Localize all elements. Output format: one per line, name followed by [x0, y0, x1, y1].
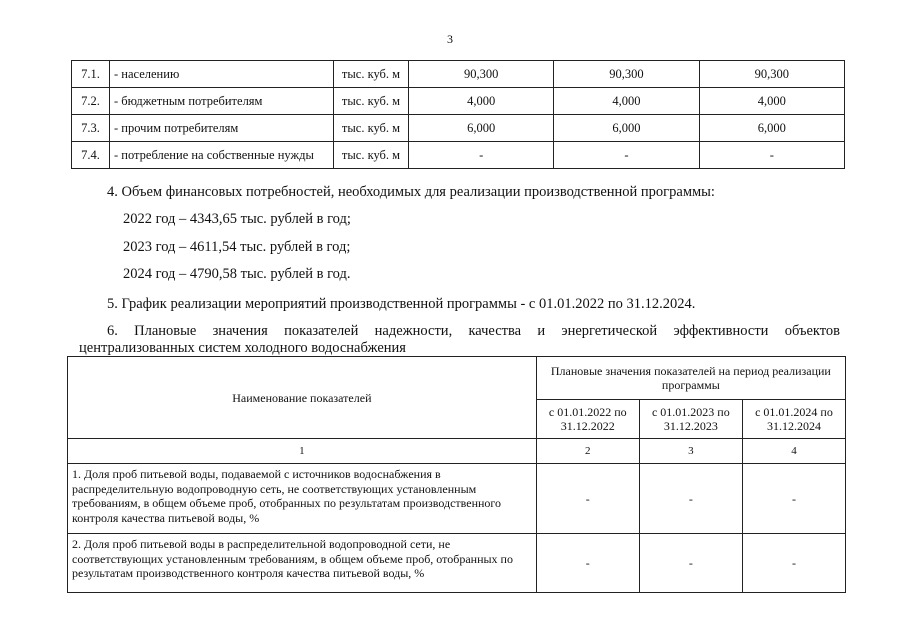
section-5-text: 5. График реализации мероприятий производственной программы - с 01.01.2022 по 31.12.2024. — [107, 296, 696, 312]
finance-line-2022: 2022 год – 4343,65 тыс. рублей в год; — [123, 211, 351, 227]
row-number: 7.4. — [72, 142, 110, 169]
row-number: 7.2. — [72, 88, 110, 115]
table-row — [72, 61, 845, 88]
col-number: 3 — [639, 439, 742, 464]
value-2024: 4,000 — [699, 88, 844, 115]
col-number: 4 — [742, 439, 845, 464]
table-row — [72, 88, 845, 115]
value-2022: 4,000 — [409, 88, 554, 115]
value-2023: - — [554, 142, 699, 169]
value-2022: - — [536, 464, 639, 534]
row-unit: тыс. куб. м — [334, 88, 409, 115]
table-row — [72, 142, 845, 169]
section-6-line-2: централизованных систем холодного водоснабжения — [79, 340, 406, 356]
value-2023: 4,000 — [554, 88, 699, 115]
row-name: - бюджетным потребителям — [110, 88, 334, 115]
value-2023: 90,300 — [554, 61, 699, 88]
row-number: 7.3. — [72, 115, 110, 142]
value-2024: 6,000 — [699, 115, 844, 142]
indicators-table — [67, 356, 846, 593]
table-row — [68, 464, 846, 534]
header-row — [68, 357, 846, 400]
name-column-header: Наименование показателей — [68, 357, 537, 439]
indicator-name: 2. Доля проб питьевой воды в распределительной водопроводной сети, не соответствующих установленным требованиям, в общем объеме проб, отобранных по результатам производственного контроля качества питьевой воды, % — [68, 534, 537, 593]
value-2022: - — [536, 534, 639, 593]
page-number: 3 — [447, 32, 453, 46]
table-row — [72, 115, 845, 142]
value-2022: 6,000 — [409, 115, 554, 142]
section-6-line-1: 6. Плановые значения показателей надежности, качества и энергетической эффективности объектов — [107, 323, 840, 339]
value-2024: - — [742, 464, 845, 534]
row-name: - прочим потребителям — [110, 115, 334, 142]
section-4-heading: 4. Объем финансовых потребностей, необходимых для реализации производственной программы: — [107, 184, 715, 200]
value-2023: - — [639, 464, 742, 534]
finance-line-2023: 2023 год – 4611,54 тыс. рублей в год; — [123, 239, 351, 255]
indicator-name: 1. Доля проб питьевой воды, подаваемой с источников водоснабжения в распределительную водопроводную сеть, не соответствующих установленным требованиям, в общем объеме проб, отобранных по результатам производственного контроля качества питьевой воды, % — [68, 464, 537, 534]
value-2022: 90,300 — [409, 61, 554, 88]
period-col-2023: с 01.01.2023 по 31.12.2023 — [639, 400, 742, 439]
period-col-2022: с 01.01.2022 по 31.12.2022 — [536, 400, 639, 439]
row-number: 7.1. — [72, 61, 110, 88]
col-number: 2 — [536, 439, 639, 464]
row-unit: тыс. куб. м — [334, 61, 409, 88]
row-name: - населению — [110, 61, 334, 88]
period-col-2024: с 01.01.2024 по 31.12.2024 — [742, 400, 845, 439]
finance-line-2024: 2024 год – 4790,58 тыс. рублей в год. — [123, 266, 351, 282]
value-2024: - — [699, 142, 844, 169]
period-header: Плановые значения показателей на период реализации программы — [536, 357, 845, 400]
column-number-row — [68, 439, 846, 464]
table-row — [68, 534, 846, 593]
value-2022: - — [409, 142, 554, 169]
value-2023: - — [639, 534, 742, 593]
value-2024: 90,300 — [699, 61, 844, 88]
row-unit: тыс. куб. м — [334, 142, 409, 169]
value-2023: 6,000 — [554, 115, 699, 142]
row-unit: тыс. куб. м — [334, 115, 409, 142]
value-2024: - — [742, 534, 845, 593]
consumption-table — [71, 60, 845, 169]
row-name: - потребление на собственные нужды — [110, 142, 334, 169]
col-number: 1 — [68, 439, 537, 464]
